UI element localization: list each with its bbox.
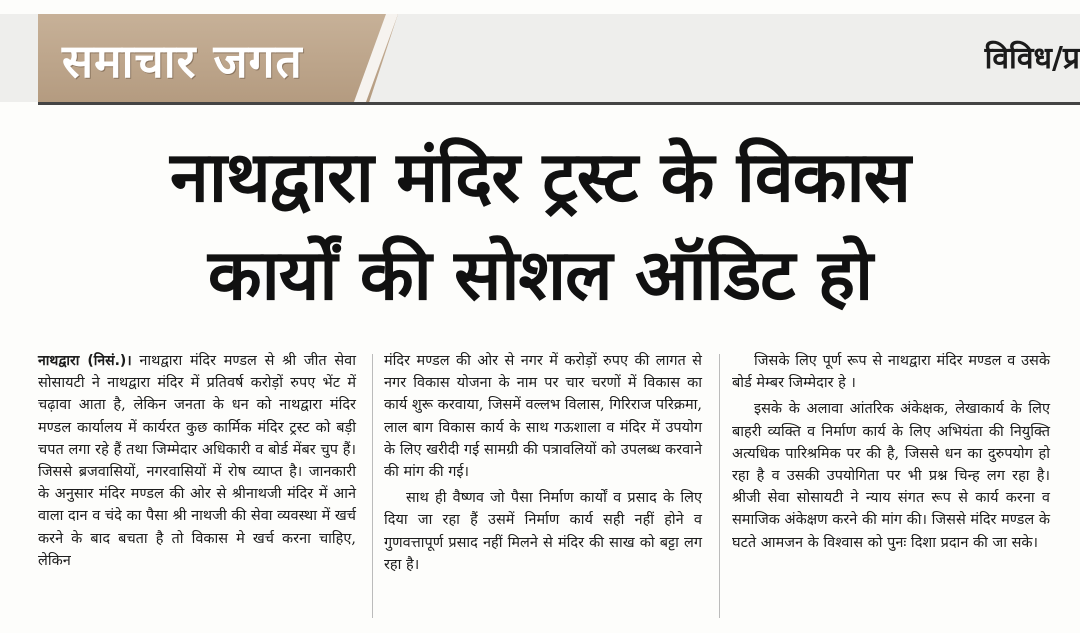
header-divider xyxy=(38,102,1080,105)
paragraph: जिसके लिए पूर्ण रूप से नाथद्वारा मंदिर मण्डल व उसके बोर्ड मेम्बर जिम्मेदार हे । xyxy=(732,353,1050,392)
column-divider xyxy=(719,354,720,618)
paragraph xyxy=(38,350,356,572)
paragraph: इसके के अलावा आंतरिक अंकेक्षक, लेखाकार्य के लिए बाहरी व्यक्ति व निर्माण कार्य के लिए अभियंता की नियुक्ति अत्यधिक पारिश्रमिक पर की है, जिससे धन का दुरुपयोग हो रहा है व उसकी उपयोगिता पर भी प्रश्न चिन्ह लग रहा है। श्रीजी सेवा सोसायटी ने न्याय संगत रूप से कार्य करना व समाजिक अंकेक्षण करने की मांग की। जिससे मंदिर मण्डल के घटते आमजन के विश्वास को पुनः दिशा प्रदान की जा सके। xyxy=(732,401,1050,551)
article-headline xyxy=(0,128,1080,324)
paragraph-text: नाथद्वारा मंदिर मण्डल से श्री जीत सेवा सोसायटी ने नाथद्वारा मंदिर में प्रतिवर्ष करोड़ों रुपए भेंट में चढ़ावा आता है, लेकिन जनता के धन को नाथद्वारा मंदिर मण्डल कार्यालय में कार्यरत कुछ कार्मिक मंदिर ट्रस्ट को बड़ी चपत लगा रहे हैं तथा जिम्मेदार अधिकारी व बोर्ड मेंबर चुप हैं। जिससे ब्रजवासियों, नगरवासियों में रोष व्याप्त है। जानकारी के अनुसार मंदिर मण्डल की ओर से श्रीनाथजी मंदिर में आने वाला दान व चंदे का पैसा श्री नाथजी की सेवा व्यवस्था में खर्च करने के बाद बचता है तो विकास मे खर्च करना चाहिए, लेकिन xyxy=(38,353,356,569)
page-header xyxy=(0,0,1080,112)
article-body xyxy=(38,350,1058,630)
headline-line-2: कार्यों की सोशल ऑडिट हो xyxy=(207,234,873,316)
dateline: नाथद्वारा (निसं.)। xyxy=(38,353,132,369)
article-column-2 xyxy=(384,350,702,576)
page-category: विविध/प्र xyxy=(984,41,1080,76)
article-column-1 xyxy=(38,350,356,572)
paragraph: मंदिर मण्डल की ओर से नगर में करोड़ों रुपए की लागत से नगर विकास योजना के नाम पर चार चरणों में विकास का कार्य शुरू करवाया, जिसमें वल्लभ विलास, गिरिराज परिक्रमा, लाल बाग विकास कार्य के साथ गऊशाला व मंदिर में उपयोग के लिए खरीदी गई सामग्री की पत्रावलियों को उपलब्ध करवाने की मांग की गई। xyxy=(384,353,702,481)
headline-line-1: नाथद्वारा मंदिर ट्रस्ट के विकास xyxy=(170,136,910,218)
article-column-3 xyxy=(732,350,1050,554)
section-title: समाचार जगत xyxy=(62,34,303,88)
paragraph: साथ ही वैष्णव जो पैसा निर्माण कार्यों व प्रसाद के लिए दिया जा रहा हैं उसमें निर्माण कार्य सही नहीं होने व गुणवत्तापूर्ण प्रसाद नहीं मिलने से मंदिर की साख को बट्टा लग रहा है। xyxy=(384,490,702,573)
column-divider xyxy=(372,354,373,618)
